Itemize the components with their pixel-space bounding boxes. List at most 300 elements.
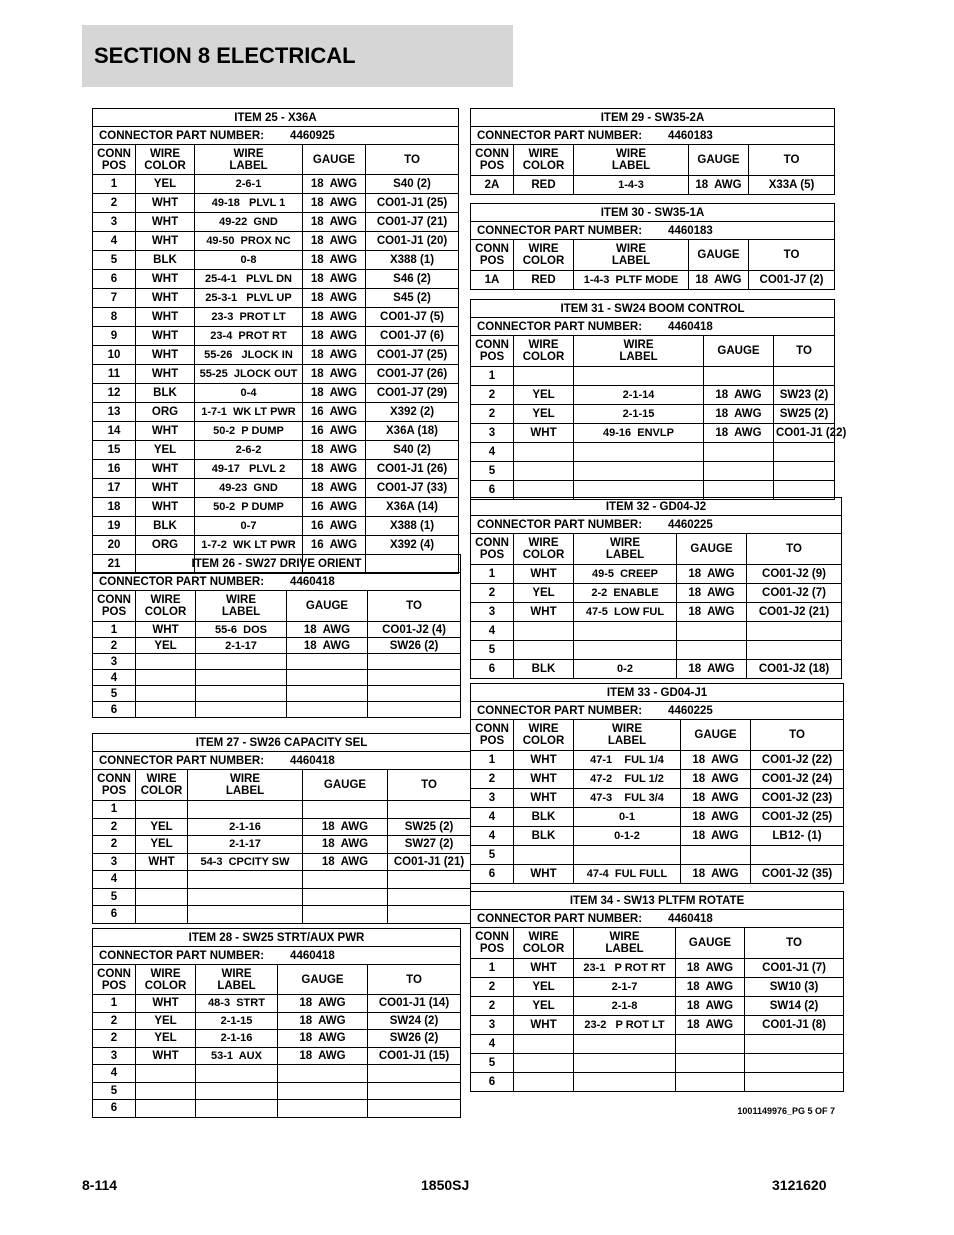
cell-wire-label: 2-1-17 — [196, 638, 287, 654]
table-row — [93, 1047, 461, 1065]
header-wire-color: WIRE COLOR — [514, 928, 574, 959]
cell-to — [745, 1073, 844, 1092]
cell-conn-pos: 4 — [93, 871, 136, 889]
cell-wire-color — [136, 871, 188, 889]
table-row — [93, 1082, 461, 1100]
cell-wire-label — [574, 1073, 676, 1092]
cell-wire-color — [136, 1082, 196, 1100]
table-row — [93, 818, 471, 836]
cell-conn-pos: 7 — [93, 289, 136, 308]
cell-to: CO01-J2 (7) — [747, 584, 842, 603]
table-row — [471, 367, 835, 386]
cell-wire-label: 2-1-16 — [188, 818, 303, 836]
table-row — [471, 997, 844, 1016]
footer-model: 1850SJ — [421, 1177, 470, 1193]
header-wire-label: WIRE LABEL — [574, 720, 681, 751]
header-wire-label: WIRE LABEL — [196, 965, 278, 995]
header-conn-pos: CONN POS — [471, 928, 514, 959]
table-row — [471, 443, 835, 462]
cell-wire-color: WHT — [136, 995, 196, 1013]
cell-wire-color: YEL — [136, 175, 195, 194]
cell-to: SW14 (2) — [745, 997, 844, 1016]
header-to: TO — [774, 336, 835, 367]
connector-part-row — [471, 127, 835, 145]
cell-wire-color: WHT — [136, 194, 195, 213]
cell-wire-label: 2-1-14 — [574, 386, 704, 405]
connector-part-row — [93, 947, 461, 965]
table-row — [471, 386, 835, 405]
cell-wire-color: WHT — [514, 789, 574, 808]
cell-to: S45 (2) — [366, 289, 459, 308]
cell-conn-pos: 1 — [93, 995, 136, 1013]
cell-gauge — [677, 622, 747, 641]
cell-wire-color — [136, 888, 188, 906]
cell-gauge: 18 AWG — [303, 346, 366, 365]
cell-gauge: 18 AWG — [676, 978, 745, 997]
cell-to: CO01-J1 (8) — [745, 1016, 844, 1035]
cell-gauge: 18 AWG — [303, 232, 366, 251]
cell-conn-pos: 18 — [93, 498, 136, 517]
cell-conn-pos: 2 — [471, 770, 514, 789]
cell-wire-label: 2-1-8 — [574, 997, 676, 1016]
cell-to: CO01-J2 (24) — [751, 770, 844, 789]
connector-part-number: 4460418 — [290, 754, 335, 767]
table-row — [471, 462, 835, 481]
cell-wire-color: YEL — [136, 441, 195, 460]
table-row — [93, 460, 459, 479]
cell-to: X36A (14) — [366, 498, 459, 517]
cell-gauge: 18 AWG — [303, 213, 366, 232]
header-wire-color: WIRE COLOR — [514, 145, 574, 176]
cell-wire-label: 2-1-7 — [574, 978, 676, 997]
cell-wire-label: 55-6 DOS — [196, 622, 287, 638]
cell-gauge: 18 AWG — [287, 638, 368, 654]
table-row — [93, 871, 471, 889]
table-title: ITEM 28 - SW25 STRT/AUX PWR — [93, 929, 461, 947]
cell-wire-label: 49-17 PLVL 2 — [195, 460, 303, 479]
section-title: SECTION 8 ELECTRICAL — [94, 43, 356, 68]
cell-wire-color: WHT — [136, 498, 195, 517]
cell-conn-pos: 5 — [471, 846, 514, 865]
table-title: ITEM 26 - SW27 DRIVE ORIENT — [93, 555, 461, 573]
cell-wire-label: 54-3 CPCITY SW — [188, 853, 303, 871]
cell-wire-color — [514, 846, 574, 865]
connector-part-number: 4460418 — [290, 949, 335, 962]
table-row — [471, 1054, 844, 1073]
cell-conn-pos: 4 — [471, 808, 514, 827]
connector-part-label: CONNECTOR PART NUMBER: — [477, 129, 643, 142]
cell-to: S40 (2) — [366, 441, 459, 460]
cell-wire-label — [188, 871, 303, 889]
cell-gauge: 18 AWG — [278, 1030, 368, 1048]
cell-wire-label — [574, 622, 677, 641]
cell-to: LB12- (1) — [751, 827, 844, 846]
table-row — [471, 770, 844, 789]
cell-to: CO01-J7 (29) — [366, 384, 459, 403]
cell-wire-label — [574, 1035, 676, 1054]
table-row — [93, 906, 471, 924]
cell-conn-pos: 6 — [93, 906, 136, 924]
connector-table — [470, 683, 844, 884]
table-row — [471, 959, 844, 978]
header-conn-pos: CONN POS — [471, 534, 514, 565]
cell-to: CO01-J2 (35) — [751, 865, 844, 884]
cell-gauge: 18 AWG — [676, 959, 745, 978]
cell-gauge — [676, 1073, 745, 1092]
cell-wire-label: 1-4-3 — [574, 176, 689, 195]
cell-conn-pos: 1A — [471, 271, 514, 290]
cell-to: SW10 (3) — [745, 978, 844, 997]
connector-part-number: 4460925 — [290, 129, 335, 142]
table-row — [93, 289, 459, 308]
cell-to — [747, 622, 842, 641]
header-conn-pos: CONN POS — [471, 720, 514, 751]
cell-conn-pos: 8 — [93, 308, 136, 327]
cell-wire-color: WHT — [136, 853, 188, 871]
cell-conn-pos: 12 — [93, 384, 136, 403]
cell-to: CO01-J7 (33) — [366, 479, 459, 498]
cell-wire-color — [514, 641, 574, 660]
table-row — [471, 622, 842, 641]
cell-to: S46 (2) — [366, 270, 459, 289]
cell-gauge: 18 AWG — [689, 176, 749, 195]
cell-conn-pos: 1 — [93, 622, 136, 638]
connector-part-label: CONNECTOR PART NUMBER: — [477, 518, 643, 531]
cell-wire-color: YEL — [514, 584, 574, 603]
cell-to: S40 (2) — [366, 175, 459, 194]
cell-wire-label: 23-3 PROT LT — [195, 308, 303, 327]
cell-gauge — [681, 846, 751, 865]
cell-to — [745, 1054, 844, 1073]
table-row — [93, 801, 471, 819]
table-row — [471, 789, 844, 808]
cell-gauge — [303, 871, 388, 889]
cell-to: CO01-J1 (15) — [368, 1047, 461, 1065]
cell-wire-label — [574, 462, 704, 481]
table-row — [93, 1012, 461, 1030]
cell-wire-label — [188, 888, 303, 906]
cell-gauge: 18 AWG — [681, 751, 751, 770]
cell-to: CO01-J7 (21) — [366, 213, 459, 232]
table-row — [471, 176, 835, 195]
cell-to: CO01-J1 (25) — [366, 194, 459, 213]
cell-gauge: 16 AWG — [303, 517, 366, 536]
connector-part-label: CONNECTOR PART NUMBER: — [477, 224, 643, 237]
cell-wire-color: BLK — [514, 660, 574, 679]
connector-table — [470, 203, 835, 290]
cell-wire-label: 23-4 PROT RT — [195, 327, 303, 346]
cell-wire-color: WHT — [514, 1016, 574, 1035]
cell-to — [388, 871, 471, 889]
cell-gauge — [303, 801, 388, 819]
cell-wire-color: WHT — [514, 603, 574, 622]
header-wire-color: WIRE COLOR — [514, 534, 574, 565]
cell-conn-pos: 1 — [471, 565, 514, 584]
cell-gauge: 16 AWG — [303, 536, 366, 555]
cell-conn-pos: 2 — [471, 405, 514, 424]
cell-wire-color: BLK — [514, 827, 574, 846]
cell-conn-pos: 5 — [471, 462, 514, 481]
cell-to: CO01-J7 (26) — [366, 365, 459, 384]
cell-to: CO01-J7 (2) — [749, 271, 835, 290]
cell-gauge: 18 AWG — [303, 479, 366, 498]
cell-wire-color: WHT — [136, 346, 195, 365]
header-wire-label: WIRE LABEL — [574, 534, 677, 565]
header-gauge: GAUGE — [704, 336, 774, 367]
header-gauge: GAUGE — [689, 145, 749, 176]
header-wire-color: WIRE COLOR — [514, 720, 574, 751]
cell-to: X392 (4) — [366, 536, 459, 555]
cell-to — [368, 1082, 461, 1100]
cell-gauge — [676, 1054, 745, 1073]
cell-conn-pos: 2 — [93, 1012, 136, 1030]
cell-wire-color — [136, 801, 188, 819]
connector-part-label: CONNECTOR PART NUMBER: — [99, 129, 265, 142]
cell-gauge: 18 AWG — [677, 603, 747, 622]
table-row — [93, 346, 459, 365]
cell-wire-label: 0-8 — [195, 251, 303, 270]
cell-to: SW25 (2) — [774, 405, 835, 424]
cell-gauge — [704, 367, 774, 386]
table-row — [93, 175, 459, 194]
cell-conn-pos: 2A — [471, 176, 514, 195]
cell-to: X33A (5) — [749, 176, 835, 195]
cell-gauge — [278, 1082, 368, 1100]
cell-gauge: 18 AWG — [681, 865, 751, 884]
cell-wire-color: YEL — [136, 836, 188, 854]
cell-gauge: 18 AWG — [704, 405, 774, 424]
cell-wire-color — [514, 1073, 574, 1092]
cell-wire-color — [514, 443, 574, 462]
table-row — [93, 638, 461, 654]
cell-wire-color — [136, 1100, 196, 1118]
cell-gauge: 18 AWG — [681, 827, 751, 846]
cell-gauge: 18 AWG — [681, 808, 751, 827]
connector-part-number: 4460418 — [668, 912, 713, 925]
header-gauge: GAUGE — [676, 928, 745, 959]
cell-gauge — [303, 906, 388, 924]
cell-conn-pos: 4 — [471, 827, 514, 846]
cell-wire-color: YEL — [136, 638, 196, 654]
cell-wire-color — [136, 670, 196, 686]
table-row — [471, 584, 842, 603]
cell-conn-pos: 2 — [93, 638, 136, 654]
connector-part-number: 4460183 — [668, 224, 713, 237]
cell-conn-pos: 3 — [93, 853, 136, 871]
table-title: ITEM 34 - SW13 PLTFM ROTATE — [471, 892, 844, 910]
table-row — [93, 365, 459, 384]
connector-part-number: 4460418 — [290, 575, 335, 588]
document-reference: 1001149976_PG 5 OF 7 — [737, 1106, 835, 1116]
cell-to — [368, 702, 461, 718]
table-row — [93, 194, 459, 213]
header-gauge: GAUGE — [677, 534, 747, 565]
cell-conn-pos: 5 — [93, 686, 136, 702]
cell-wire-color — [514, 622, 574, 641]
cell-conn-pos: 1 — [471, 367, 514, 386]
cell-conn-pos: 6 — [93, 270, 136, 289]
cell-to: CO01-J2 (9) — [747, 565, 842, 584]
cell-wire-label — [188, 906, 303, 924]
cell-gauge: 18 AWG — [303, 460, 366, 479]
cell-wire-color: WHT — [136, 308, 195, 327]
cell-gauge: 18 AWG — [704, 386, 774, 405]
cell-wire-label: 47-2 FUL 1/2 — [574, 770, 681, 789]
header-conn-pos: CONN POS — [93, 965, 136, 995]
cell-gauge: 18 AWG — [303, 194, 366, 213]
table-row — [471, 808, 844, 827]
cell-wire-label: 0-1-2 — [574, 827, 681, 846]
cell-conn-pos: 2 — [93, 194, 136, 213]
cell-gauge: 18 AWG — [303, 289, 366, 308]
cell-to — [368, 654, 461, 670]
cell-wire-color — [136, 906, 188, 924]
cell-gauge: 18 AWG — [677, 660, 747, 679]
cell-to: SW26 (2) — [368, 638, 461, 654]
table-row — [93, 517, 459, 536]
cell-conn-pos: 14 — [93, 422, 136, 441]
cell-wire-color: YEL — [136, 1012, 196, 1030]
cell-to — [774, 462, 835, 481]
cell-conn-pos: 4 — [93, 1065, 136, 1083]
header-wire-label: WIRE LABEL — [574, 336, 704, 367]
cell-wire-color: RED — [514, 271, 574, 290]
cell-conn-pos: 3 — [471, 1016, 514, 1035]
cell-to: X36A (18) — [366, 422, 459, 441]
cell-wire-label: 49-50 PROX NC — [195, 232, 303, 251]
cell-wire-label: 0-2 — [574, 660, 677, 679]
cell-conn-pos: 20 — [93, 536, 136, 555]
cell-gauge: 18 AWG — [681, 789, 751, 808]
cell-gauge — [676, 1035, 745, 1054]
cell-wire-label: 1-7-2 WK LT PWR — [195, 536, 303, 555]
cell-wire-color — [514, 1035, 574, 1054]
connector-table — [92, 733, 471, 924]
cell-gauge: 18 AWG — [704, 424, 774, 443]
cell-gauge: 18 AWG — [303, 365, 366, 384]
cell-to — [368, 1100, 461, 1118]
connector-part-label: CONNECTOR PART NUMBER: — [99, 754, 265, 767]
cell-wire-color: RED — [514, 176, 574, 195]
table-title: ITEM 33 - GD04-J1 — [471, 684, 844, 702]
cell-conn-pos: 6 — [471, 481, 514, 500]
header-to: TO — [368, 965, 461, 995]
cell-conn-pos: 1 — [93, 801, 136, 819]
cell-to — [368, 1065, 461, 1083]
cell-wire-color — [136, 1065, 196, 1083]
header-wire-label: WIRE LABEL — [574, 928, 676, 959]
table-row — [471, 271, 835, 290]
header-to: TO — [749, 145, 835, 176]
header-wire-label: WIRE LABEL — [574, 240, 689, 271]
cell-to: CO01-J2 (22) — [751, 751, 844, 770]
cell-conn-pos: 1 — [471, 751, 514, 770]
cell-to: SW23 (2) — [774, 386, 835, 405]
cell-wire-label: 49-16 ENVLP — [574, 424, 704, 443]
cell-gauge: 18 AWG — [278, 1012, 368, 1030]
cell-gauge — [287, 702, 368, 718]
cell-conn-pos: 6 — [471, 660, 514, 679]
footer-document-number: 3121620 — [772, 1177, 827, 1193]
cell-gauge: 16 AWG — [303, 422, 366, 441]
table-row — [93, 1100, 461, 1118]
cell-wire-color: YEL — [514, 405, 574, 424]
table-row — [471, 565, 842, 584]
cell-to: CO01-J1 (7) — [745, 959, 844, 978]
cell-to: CO01-J7 (25) — [366, 346, 459, 365]
cell-wire-color: YEL — [514, 997, 574, 1016]
cell-gauge: 18 AWG — [681, 770, 751, 789]
header-wire-label: WIRE LABEL — [196, 591, 287, 622]
cell-wire-label: 2-1-15 — [196, 1012, 278, 1030]
cell-conn-pos: 5 — [93, 251, 136, 270]
cell-conn-pos: 5 — [471, 1054, 514, 1073]
header-wire-label: WIRE LABEL — [195, 145, 303, 175]
cell-to: CO01-J7 (5) — [366, 308, 459, 327]
cell-to: CO01-J2 (21) — [747, 603, 842, 622]
header-wire-color: WIRE COLOR — [514, 240, 574, 271]
cell-gauge — [677, 641, 747, 660]
cell-wire-color: WHT — [514, 865, 574, 884]
cell-to — [388, 801, 471, 819]
cell-wire-label: 49-23 GND — [195, 479, 303, 498]
cell-gauge: 18 AWG — [677, 584, 747, 603]
connector-part-number: 4460225 — [668, 704, 713, 717]
cell-conn-pos: 4 — [471, 622, 514, 641]
header-wire-color: WIRE COLOR — [514, 336, 574, 367]
header-to: TO — [745, 928, 844, 959]
table-row — [93, 403, 459, 422]
connector-part-row — [471, 516, 842, 534]
cell-to — [368, 686, 461, 702]
cell-conn-pos: 2 — [93, 1030, 136, 1048]
table-title: ITEM 29 - SW35-2A — [471, 109, 835, 127]
connector-part-row — [471, 318, 835, 336]
cell-gauge: 18 AWG — [303, 308, 366, 327]
cell-wire-color: WHT — [514, 424, 574, 443]
cell-wire-color: BLK — [514, 808, 574, 827]
cell-gauge: 16 AWG — [303, 498, 366, 517]
table-title: ITEM 27 - SW26 CAPACITY SEL — [93, 734, 471, 752]
table-row — [471, 424, 835, 443]
cell-gauge: 18 AWG — [278, 1047, 368, 1065]
cell-wire-label: 53-1 AUX — [196, 1047, 278, 1065]
cell-conn-pos: 4 — [471, 443, 514, 462]
cell-to — [751, 846, 844, 865]
cell-wire-label — [196, 702, 287, 718]
cell-gauge: 18 AWG — [303, 384, 366, 403]
header-wire-label: WIRE LABEL — [188, 770, 303, 801]
connector-part-row — [93, 573, 461, 591]
cell-conn-pos: 3 — [471, 603, 514, 622]
header-wire-color: WIRE COLOR — [136, 591, 196, 622]
table-row — [471, 865, 844, 884]
cell-gauge — [278, 1065, 368, 1083]
cell-gauge — [704, 462, 774, 481]
table-row — [93, 670, 461, 686]
cell-to: SW25 (2) — [388, 818, 471, 836]
cell-gauge — [704, 443, 774, 462]
header-gauge: GAUGE — [303, 770, 388, 801]
cell-wire-label: 47-5 LOW FUL — [574, 603, 677, 622]
table-row — [471, 846, 844, 865]
cell-gauge — [287, 654, 368, 670]
cell-wire-label: 1-7-1 WK LT PWR — [195, 403, 303, 422]
header-conn-pos: CONN POS — [471, 145, 514, 176]
cell-to — [388, 888, 471, 906]
cell-wire-label — [574, 367, 704, 386]
header-conn-pos: CONN POS — [471, 336, 514, 367]
